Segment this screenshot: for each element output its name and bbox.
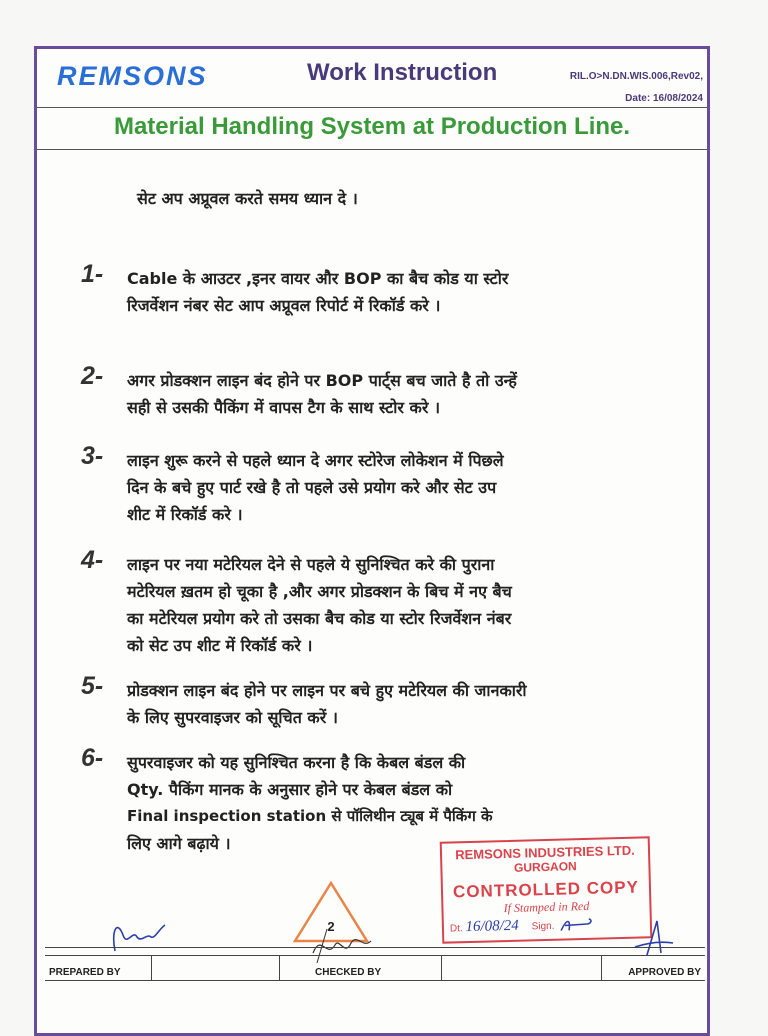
document-date: Date: 16/08/2024 [625, 93, 703, 104]
prepared-by-cell [45, 956, 152, 980]
step-text [127, 367, 715, 421]
stamp-dt-label: Dt. [449, 923, 463, 935]
stamp-company: REMSONS INDUSTRIES LTD. [455, 842, 635, 863]
step-line: लाइन पर नया मटेरियल देने से पहले ये सुनिश्चित करे की पुराना [127, 555, 495, 574]
approved-by-label: APPROVED BY [628, 967, 701, 978]
step-text [127, 265, 715, 319]
checked-sign-cell [441, 956, 602, 980]
step-line: मटेरियल ख़तम हो चूका है ,और अगर प्रोडक्शन के बिच में नए बैच [127, 582, 512, 601]
prepared-sign-cell [151, 956, 280, 980]
step-line: लिए आगे बढ़ाये । [127, 834, 231, 853]
signature-row [45, 955, 705, 981]
document-number: RIL.O>N.DN.WIS.006,Rev02, [569, 71, 703, 82]
step-line: को सेट उप शीट में रिकॉर्ड करे । [127, 636, 313, 655]
checked-by-cell [279, 956, 442, 980]
step-number: 6- [81, 744, 104, 772]
stamp-date-row [444, 914, 650, 938]
document-header [37, 49, 707, 108]
step-line: के लिए सुपरवाइजर को सूचित करें । [127, 708, 338, 727]
document-type: Work Instruction [307, 59, 498, 86]
step-line: रिजर्वेशन नंबर सेट आप अप्रूवल रिपोर्ट में रिकॉर्ड करे । [127, 296, 441, 315]
step-line: प्रोडक्शन लाइन बंद होने पर लाइन पर बचे हुए मटेरियल की जानकारी [127, 681, 527, 700]
intro-text: सेट अप अप्रूवल करते समय ध्यान दे । [137, 189, 358, 208]
stamp-label: CONTROLLED COPY [452, 877, 640, 902]
controlled-copy-stamp [440, 836, 653, 943]
step-text [127, 447, 715, 528]
step-number: 2- [81, 362, 104, 390]
company-logo: REMSONS [57, 61, 208, 91]
approved-signature-icon [627, 917, 677, 957]
step-text [127, 677, 715, 731]
step-number: 5- [81, 672, 104, 700]
step-line: सुपरवाइजर को यह सुनिश्चित करना है कि केबल बंडल की [127, 753, 466, 772]
step-line: Qty. पैकिंग मानक के अनुसार होने पर केबल बंडल को [127, 780, 453, 799]
step-line: Final inspection station से पॉलिथीन ट्यूब में पैकिंग के [127, 807, 493, 825]
stamp-dt-value: 16/08/24 [465, 917, 520, 936]
step-line: दिन के बचे हुए पार्ट रखे है तो पहले उसे प्रयोग करे और सेट उप [127, 478, 497, 497]
page-title: Material Handling System at Production Line. [113, 113, 631, 140]
title-divider [37, 149, 707, 150]
signature-divider [45, 947, 705, 948]
step-line: लाइन शुरू करने से पहले ध्यान दे अगर स्टोरेज लोकेशन में पिछले [127, 451, 504, 470]
step-line: Cable के आउटर ,इनर वायर और BOP का बैच कोड या स्टोर [127, 269, 509, 288]
step-number: 4- [81, 546, 104, 574]
approved-by-cell [601, 956, 705, 980]
stamp-signature-icon [557, 916, 597, 935]
document-sheet [34, 46, 710, 1036]
stamp-note: If Stamped in Red [503, 898, 590, 916]
step-number: 3- [81, 442, 104, 470]
page-number: 2 [327, 919, 335, 934]
step-line: अगर प्रोडक्शन लाइन बंद होने पर BOP पार्ट्स बच जाते है तो उन्हें [127, 371, 517, 390]
step-line: सही से उसकी पैकिंग में वापस टैग के साथ स्टोर करे । [127, 398, 441, 417]
prepared-signature-icon [107, 911, 177, 957]
step-text [127, 551, 715, 659]
prepared-by-label: PREPARED BY [49, 967, 121, 978]
checked-by-label: CHECKED BY [315, 967, 382, 978]
step-number: 1- [81, 260, 104, 288]
step-line: शीट में रिकॉर्ड करे । [127, 505, 243, 524]
stamp-sign-label: Sign. [531, 920, 555, 933]
step-line: का मटेरियल प्रयोग करे तो उसका बैच कोड या स्टोर रिजर्वेशन नंबर [127, 609, 512, 628]
stamp-city: GURGAON [513, 859, 577, 875]
